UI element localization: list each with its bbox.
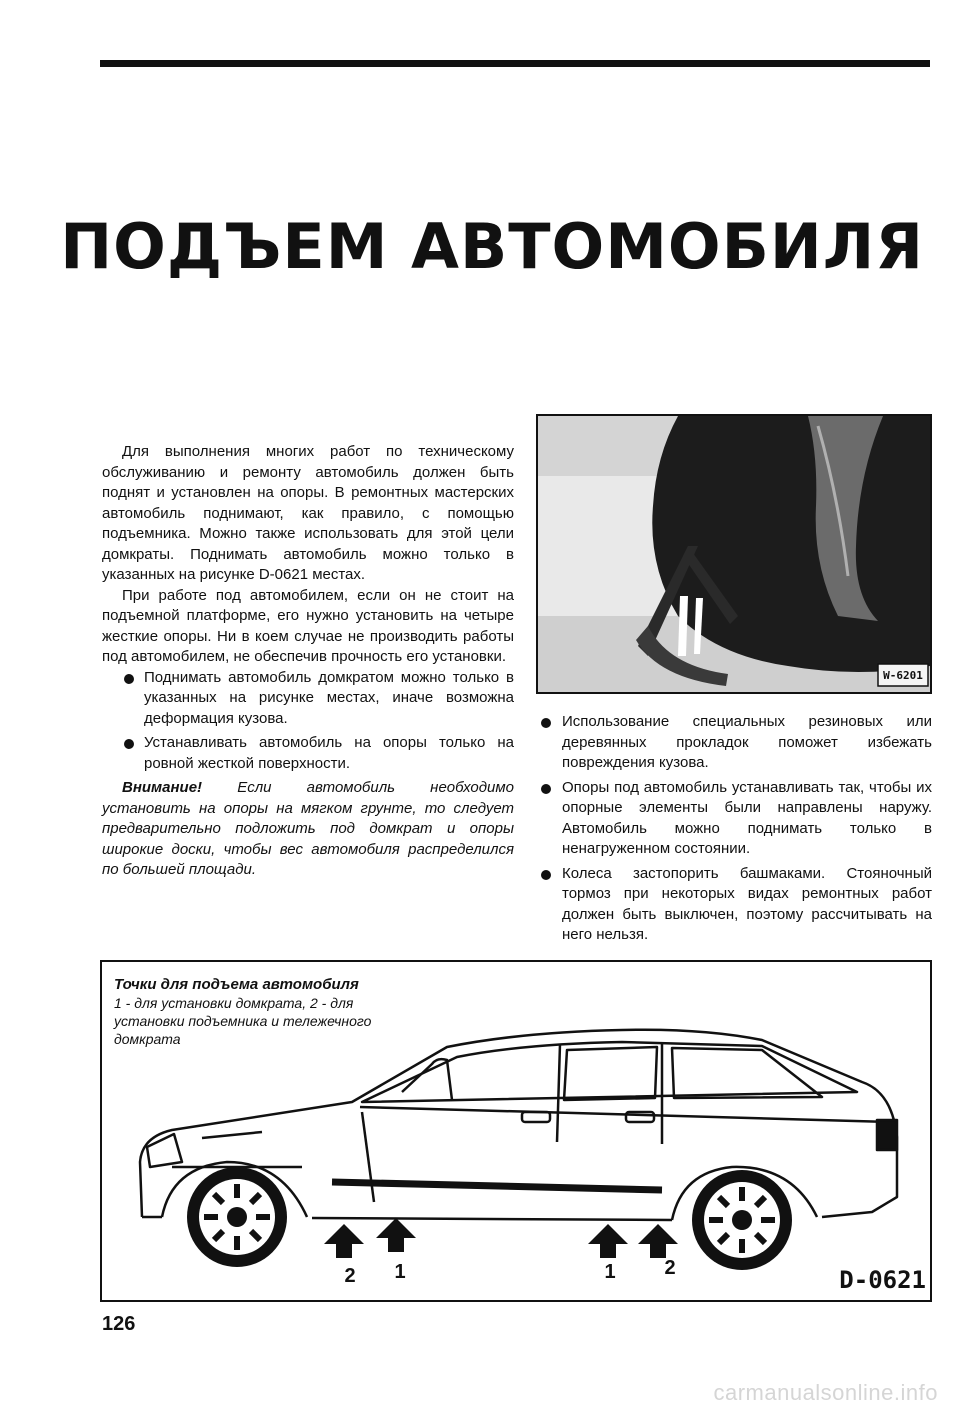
warning-text: Если автомобиль необходимо установить на опоры на мягком грунте, то следует предварительно подложить под домкрат и опоры широкие доски, чтобы вес автомобиля распределился по большей площади.	[102, 779, 514, 878]
lift-points-figure	[100, 960, 932, 1302]
lift-label: 1	[394, 1261, 406, 1283]
bullet-icon	[541, 784, 551, 794]
arrow-up-icon	[588, 1224, 628, 1258]
paragraph-supports: При работе под автомобилем, если он не стоит на подъемной платформе, его нужно установить на четыре жесткие опоры. Ни в коем случае не производить работы под автомобилем, не обеспечив прочность его установки.	[102, 586, 514, 665]
lift-arrows	[324, 1218, 678, 1258]
figure-caption-title: Точки для подъема автомобиля	[114, 976, 359, 993]
figure-caption-text: 1 - для установки домкрата, 2 - для установки подъемника и тележечного домкрата	[114, 995, 372, 1047]
arrow-up-icon	[638, 1224, 678, 1258]
warning-paragraph	[102, 778, 514, 881]
list-item: Поднимать автомобиль домкратом можно только в указанных на рисунке местах, иначе возможна деформация кузова.	[102, 668, 514, 730]
list-item: Колеса застопорить башмаками. Стояночный тормоз при некоторых видах ремонтных работ должен быть выключен, поэтому рассчитывать на него нельзя.	[538, 864, 932, 946]
page-title: ПОДЪЕМ АВТОМОБИЛЯ	[60, 210, 924, 283]
left-column	[102, 442, 514, 881]
wheel-support-illustration	[538, 416, 930, 692]
right-bullet-list	[538, 712, 932, 946]
lift-label: 2	[344, 1265, 356, 1287]
bullet-icon	[541, 718, 551, 728]
lift-label: 1	[604, 1261, 616, 1283]
wheel-photo	[536, 414, 932, 694]
arrow-up-icon	[376, 1218, 416, 1252]
wheel-rear	[692, 1170, 792, 1270]
bullet-icon	[124, 674, 134, 684]
photo-code: W-6201	[883, 669, 923, 682]
figure-code: D-0621	[839, 1266, 926, 1294]
watermark: carmanualsonline.info	[713, 1380, 938, 1405]
right-column	[538, 712, 932, 950]
list-item: Устанавливать автомобиль на опоры только на ровной жесткой поверхности.	[102, 733, 514, 774]
bullet-icon	[541, 870, 551, 880]
list-item: Опоры под автомобиль устанавливать так, чтобы их опорные элементы были направлены наружу. Автомобиль можно поднимать только в ненагруженном состоянии.	[538, 778, 932, 860]
bullet-icon	[124, 739, 134, 749]
top-rule	[100, 60, 930, 67]
warning-label: Внимание!	[122, 779, 203, 796]
wheel-front	[187, 1167, 287, 1267]
arrow-up-icon	[324, 1224, 364, 1258]
list-item: Использование специальных резиновых или деревянных прокладок поможет избежать повреждения кузова.	[538, 712, 932, 774]
paragraph-intro: Для выполнения многих работ по техническому обслуживанию и ремонту автомобиль должен быть поднят и установлен на опоры. В ремонтных мастерских автомобиль поднимают, как правило, с помощью подъемника. Можно также использовать для этой цели домкраты. Поднимать автомобиль можно только в указанных на рисунке D-0621 местах.	[102, 443, 514, 583]
figure-caption	[114, 976, 414, 1048]
page-number: 126	[102, 1313, 136, 1335]
lift-label: 2	[664, 1257, 676, 1279]
left-bullet-list	[102, 668, 514, 775]
